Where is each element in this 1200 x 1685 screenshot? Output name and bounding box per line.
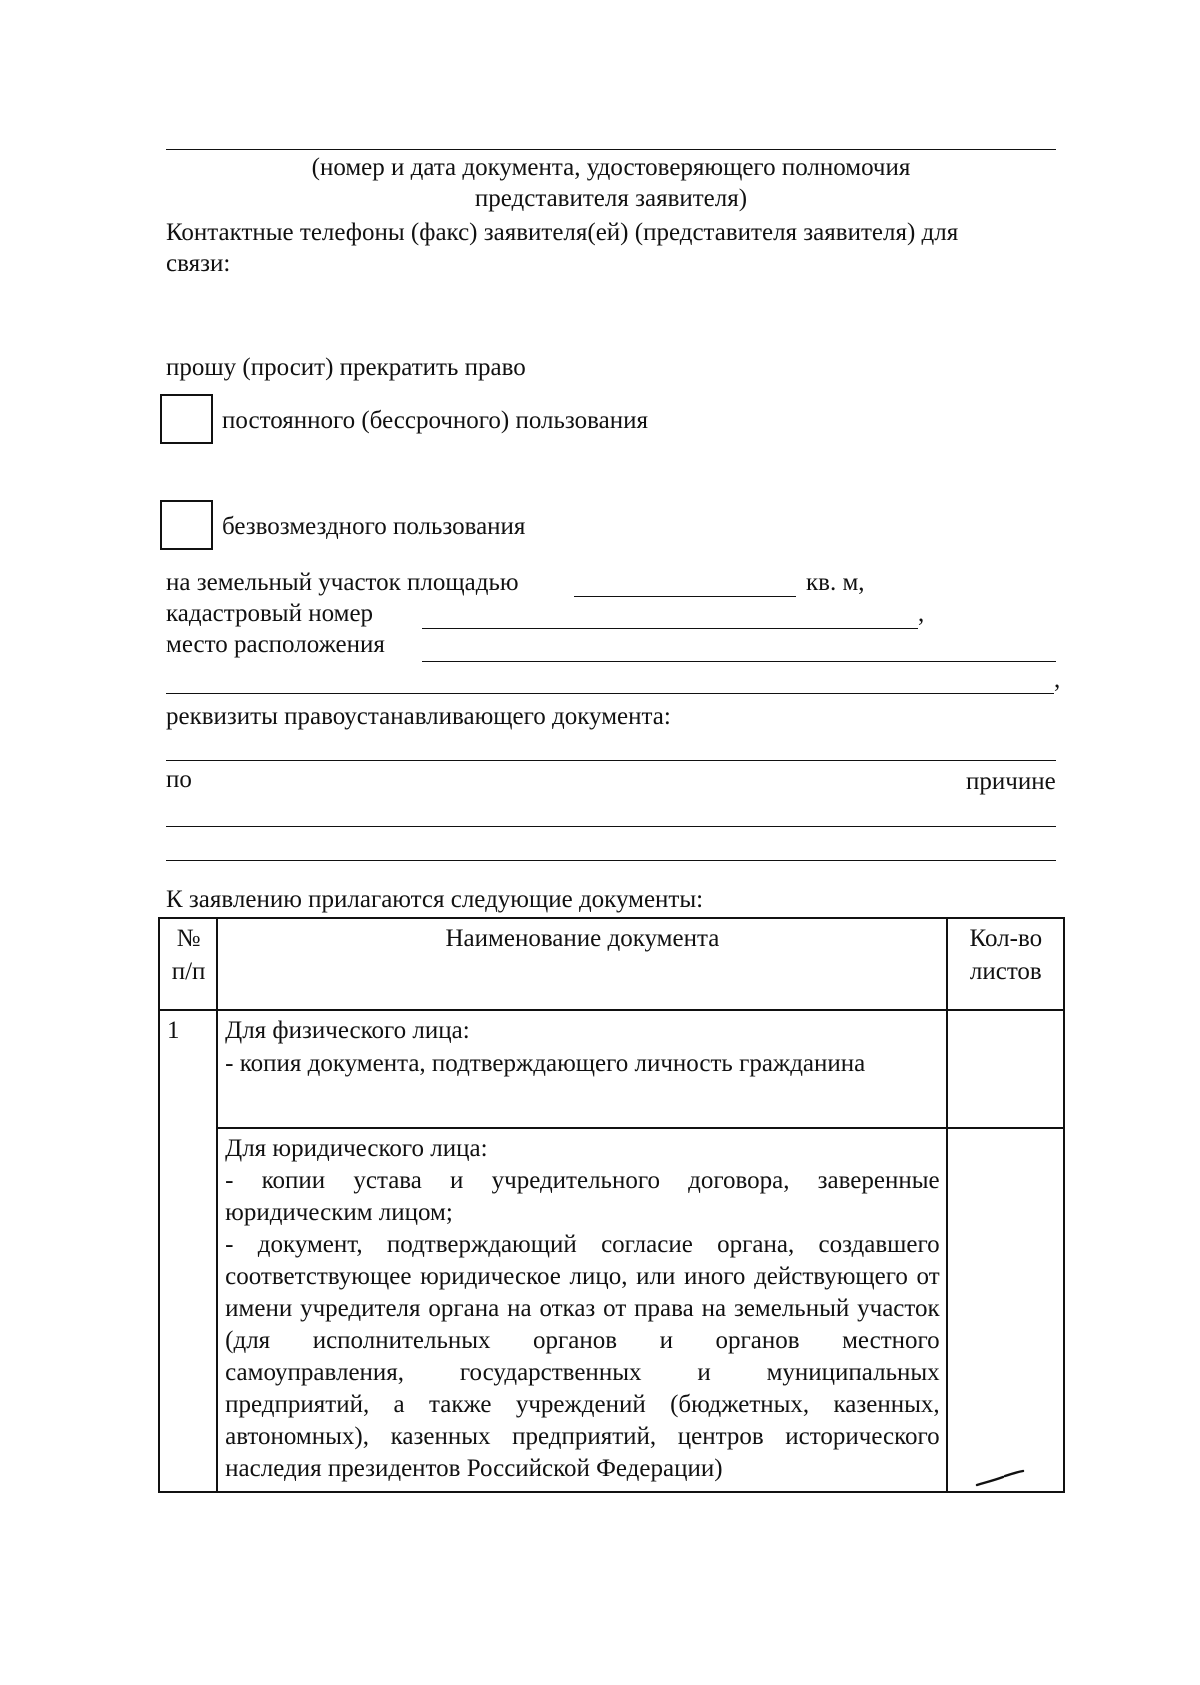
header-number-line1: № — [176, 925, 201, 952]
individual-documents-cell — [217, 1010, 947, 1128]
reason-field-1[interactable] — [166, 826, 1056, 827]
contacts-line-2: связи: — [166, 250, 231, 277]
caption-line-2: представителя заявителя) — [474, 185, 748, 212]
header-document-name — [217, 918, 947, 1010]
table-row — [159, 1128, 1064, 1492]
individual-title: Для физического лица: — [225, 1017, 470, 1044]
cadastral-comma: , — [918, 600, 925, 627]
contacts-line-1: Контактные телефоны (факс) заявителя(ей) (представителя заявителя) для — [166, 219, 959, 246]
cadastral-field[interactable] — [422, 628, 918, 629]
option-permanent-use: постоянного (бессрочного) пользования — [222, 407, 648, 434]
cadastral-label: кадастровый номер — [166, 600, 374, 627]
handwritten-check-mark-icon — [975, 1468, 1025, 1490]
header-sheet-count-line2: листов — [969, 957, 1042, 985]
location-label: место расположения — [166, 631, 385, 658]
header-document-name-text: Наименование документа — [445, 925, 720, 952]
location-field-1[interactable] — [422, 661, 1056, 662]
legal-sheet-count[interactable] — [947, 1128, 1064, 1492]
row-number: 1 — [159, 1010, 217, 1492]
location-field-2[interactable] — [166, 693, 1054, 694]
attachments-table — [158, 917, 1065, 1493]
legal-documents-cell — [217, 1128, 947, 1492]
location-comma: , — [1054, 666, 1061, 693]
legal-text-2: - документ, подтверждающий согласие органа, создавшего соответствующее юридическое лицо, или иного действующего от имени учредителя органа на отказ от права на земельный участок (для исполнительных органов и органов местного самоуправления, государственных и муниципальных предприятий, а также учреждений (бюджетных, казенных, автономных), казенных предприятий, центров исторического наследия президентов Российской Федерации) — [225, 1231, 940, 1482]
header-number — [159, 918, 217, 1010]
representative-document-line — [166, 149, 1056, 150]
legal-text-1: - копии устава и учредительного договора, заверенные юридическим лицом; — [225, 1167, 940, 1226]
caption-line-1: (номер и дата документа, удостоверяющего полномочия — [311, 154, 911, 181]
area-unit: кв. м, — [806, 569, 865, 596]
reason-left: по — [166, 766, 192, 793]
request-intro: прошу (просит) прекратить право — [166, 354, 526, 381]
area-field[interactable] — [574, 596, 796, 597]
reason-right: причине — [966, 768, 1056, 795]
table-header-row — [159, 918, 1064, 1010]
individual-sheet-count[interactable] — [947, 1010, 1064, 1128]
reason-field-2[interactable] — [166, 860, 1056, 861]
requisites-label: реквизиты правоустанавливающего документа: — [166, 703, 671, 730]
area-label: на земельный участок площадью — [166, 569, 519, 596]
option-free-use: безвозмездного пользования — [222, 513, 526, 540]
checkbox-free-use[interactable] — [160, 500, 213, 550]
individual-text: - копия документа, подтверждающего личность гражданина — [225, 1049, 866, 1077]
header-sheet-count — [947, 918, 1064, 1010]
checkbox-permanent-use[interactable] — [160, 394, 213, 444]
header-number-line2: п/п — [171, 957, 206, 985]
legal-title: Для юридического лица: — [225, 1135, 488, 1162]
requisites-field[interactable] — [166, 760, 1056, 761]
table-row — [159, 1010, 1064, 1128]
attachments-intro: К заявлению прилагаются следующие документы: — [166, 886, 704, 913]
header-sheet-count-line1: Кол-во — [969, 925, 1043, 952]
